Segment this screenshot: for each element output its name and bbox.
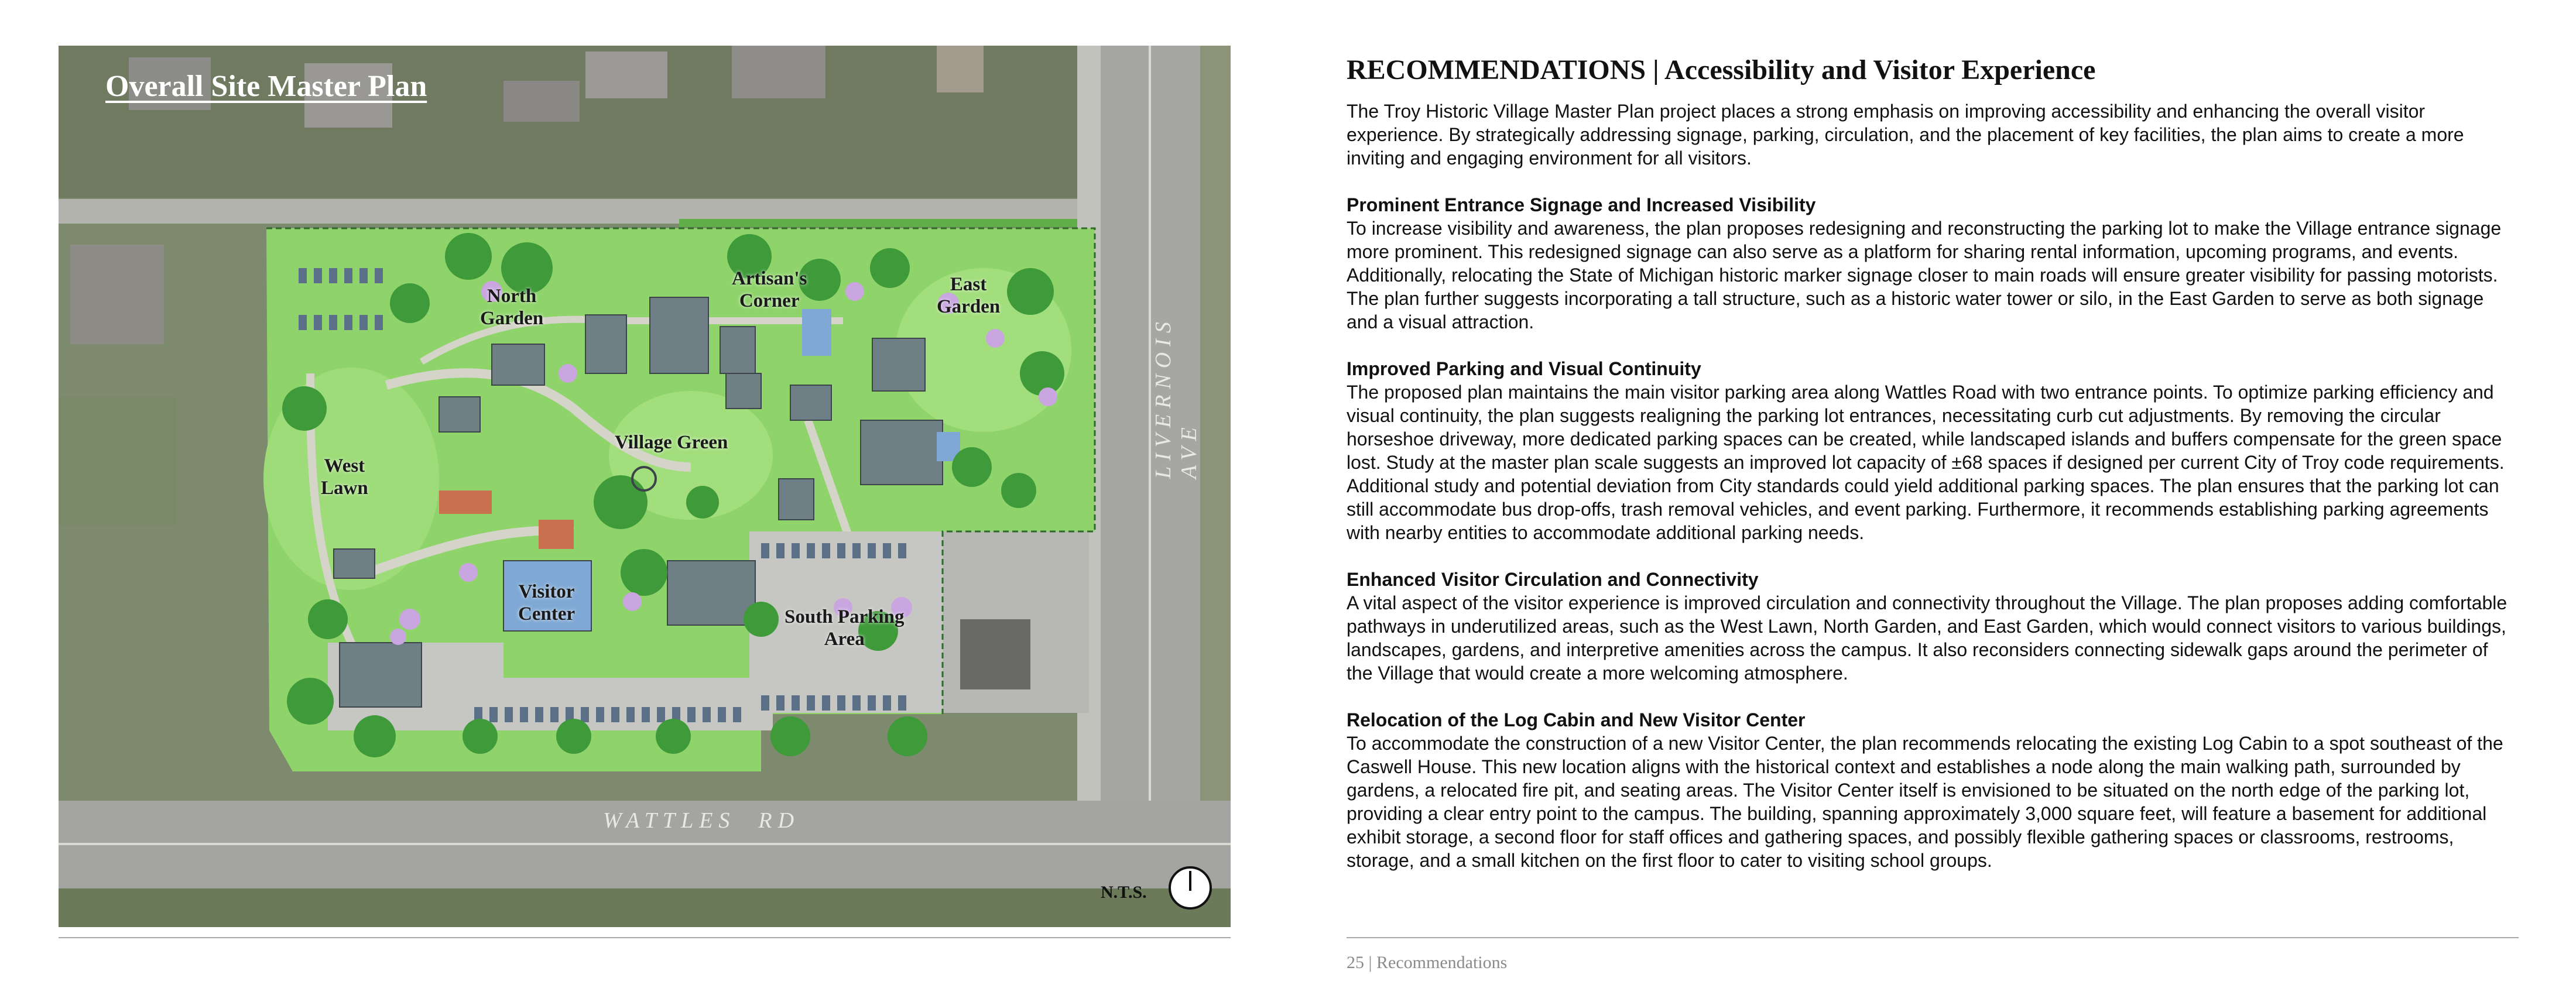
label-south-parking-area: South Parking Area: [785, 606, 905, 650]
footer-right: 25 | Recommendations: [1347, 953, 1508, 972]
section-parking: [1347, 357, 2517, 544]
scale-note: N.T.S.: [1101, 883, 1147, 902]
label-village-green: Village Green: [615, 432, 728, 453]
section-body: A vital aspect of the visitor experience is improved circulation and connectivity throughout the Village. The plan proposes adding comfortable pathways in underutilized areas, such as the West Lawn, North Garden, and East Garden, which would connect visitors to various buildings, landscapes, gardens, and interpretive amenities across the campus. It also reconsiders connecting sidewalk gaps around the perimeter of the Village that would create a more welcoming atmosphere.: [1347, 592, 2508, 684]
footer-rule-left: [59, 937, 1231, 938]
section-body: The proposed plan maintains the main visitor parking area along Wattles Road with two entrance points. To optimize parking efficiency and visual continuity, the plan suggests realigning the parking lot entrances, necessitating curb cut adjustments. By removing the circular horseshoe driveway, more dedicated parking spaces can be created, while landscaped islands and buffers compensate for the green space lost. Study at the master plan scale suggests an improved lot capacity of ±68 spaces if designed per current City of Troy code requirements. Additional study and potential deviation from City standards could yield additional parking spaces. The plan ensures that the parking lot can still accommodate bus drop-offs, trash removal vehicles, and event parking. Furthermore, it recommends establishing parking agreements with nearby entities to accommodate additional parking needs.: [1347, 382, 2505, 543]
section-body: To increase visibility and awareness, the plan proposes redesigning and reconstructing the parking lot to make the Village entrance signage more prominent. This redesigned signage can also serve as a platform for sharing rental information, upcoming programs, and events. Additionally, relocating the State of Michigan historic marker signage closer to main roads will ensure greater visibility for passing motorists. The plan further suggests incorporating a tall structure, such as a historic water tower or silo, in the East Garden to serve as both signage and a visual attraction.: [1347, 218, 2502, 332]
north-arrow-icon: [1169, 866, 1212, 910]
page-heading: RECOMMENDATIONS | Accessibility and Visitor Experience: [1347, 54, 2096, 85]
section-title: Prominent Entrance Signage and Increased Visibility: [1347, 194, 1816, 215]
label-north-garden: North Garden: [480, 286, 544, 329]
section-circulation: [1347, 568, 2517, 685]
section-title: Improved Parking and Visual Continuity: [1347, 358, 1701, 379]
footer-rule-right: [1347, 937, 2519, 938]
street-label-wattles: WATTLES RD: [603, 808, 800, 833]
section-entrance-signage: [1347, 193, 2517, 334]
label-visitor-center: Visitor Center: [518, 581, 576, 625]
site-plan-illustration: [59, 46, 1231, 927]
section-log-cabin-visitor-center: [1347, 708, 2517, 872]
section-title: Relocation of the Log Cabin and New Visitor Center: [1347, 709, 1806, 730]
section-title: Enhanced Visitor Circulation and Connectivity: [1347, 569, 1759, 590]
map-title: Overall Site Master Plan: [105, 70, 427, 103]
section-body: To accommodate the construction of a new Visitor Center, the plan recommends relocating the existing Log Cabin to a spot southeast of the Caswell House. This new location aligns with the historical context and establishes a node along the main walking path, surrounded by gardens, a relocated fire pit, and seating areas. The Visitor Center itself is envisioned to be situated on the north edge of the parking lot, providing a clear entry point to the campus. The building, spanning approximately 3,000 square feet, will feature a basement for additional exhibit storage, a second floor for staff offices and gathering spaces, and possibly flexible gathering spaces or classrooms, restrooms, storage, and a small kitchen on the first floor to cater to visiting school groups.: [1347, 733, 2503, 871]
intro-paragraph: The Troy Historic Village Master Plan project places a strong emphasis on improving accessibility and enhancing the overall visitor experience. By strategically addressing signage, parking, circulation, and the placement of key facilities, the plan aims to create a more inviting and engaging environment for all visitors.: [1347, 101, 2464, 169]
label-east-garden: East Garden: [937, 274, 1001, 317]
body-text: [1347, 100, 2517, 896]
site-master-plan-map: [59, 46, 1231, 927]
street-label-livernois: LIVERNOIS AVE: [1151, 316, 1201, 479]
label-artisans-corner: Artisan's Corner: [732, 268, 807, 311]
label-west-lawn: West Lawn: [321, 455, 368, 499]
